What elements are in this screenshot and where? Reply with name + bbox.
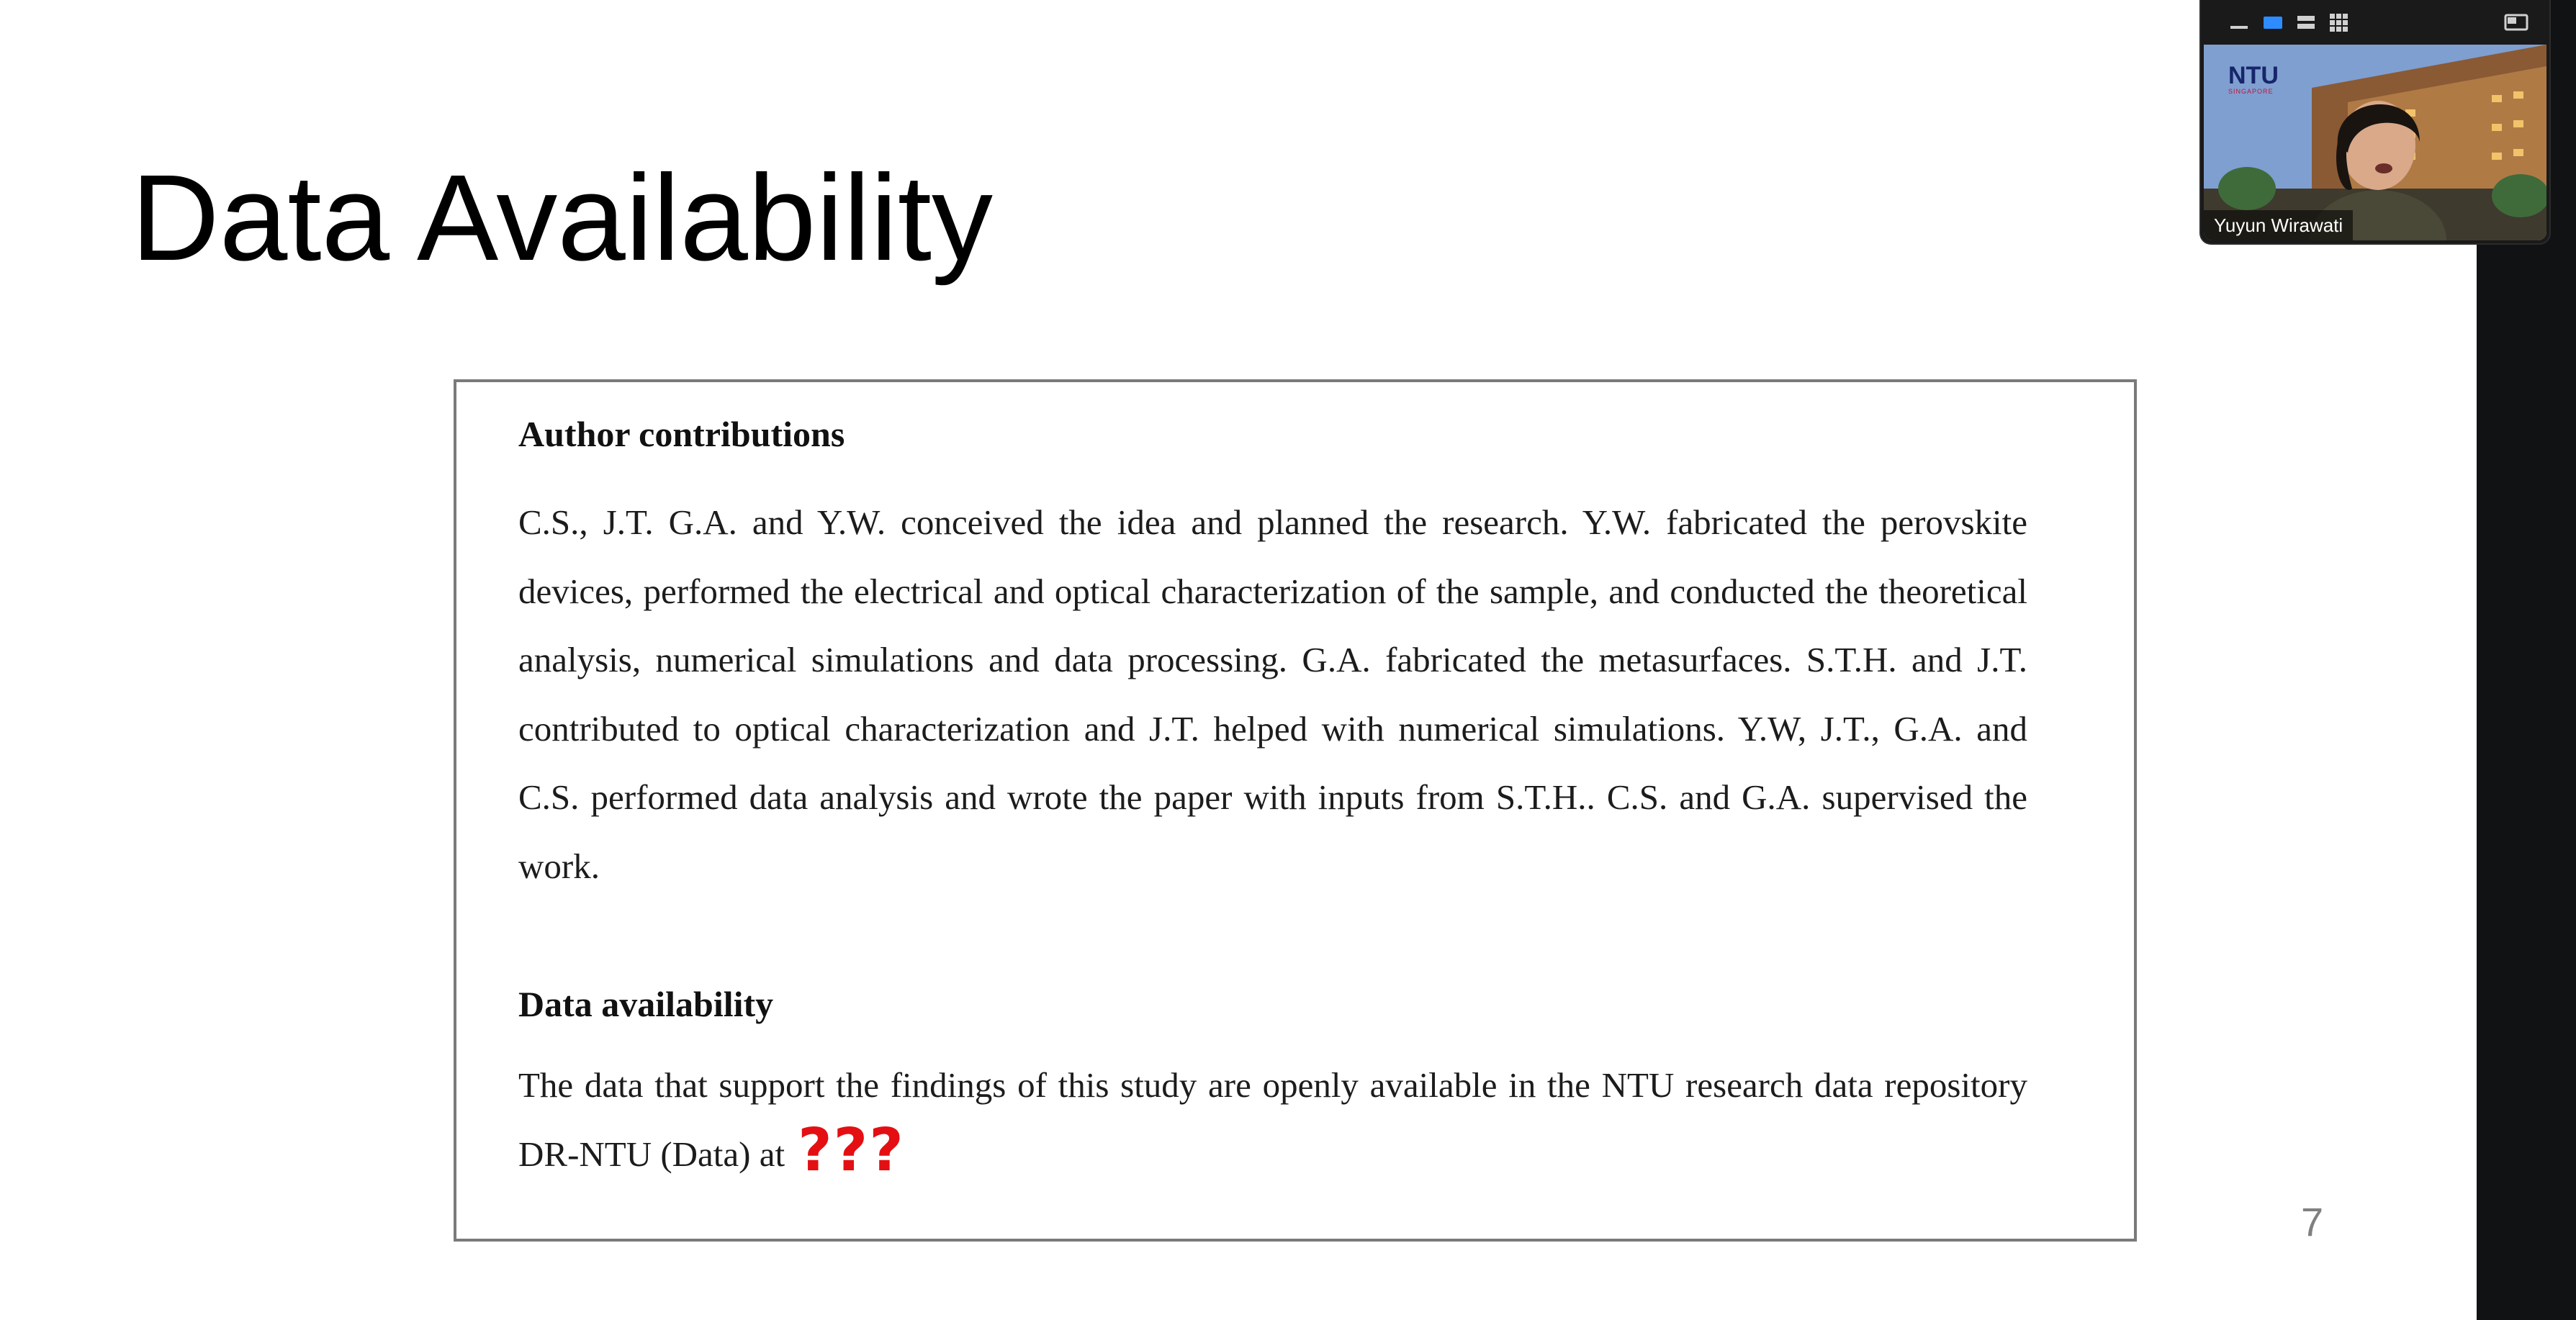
data-availability-paragraph <box>518 1051 2027 1188</box>
data-availability-text: The data that support the findings of this study are openly available in the NTU research data repository DR-NTU (Data) at <box>518 1065 2027 1174</box>
participant-video[interactable] <box>2204 45 2546 240</box>
exit-fullscreen-icon[interactable] <box>2503 12 2529 33</box>
paper-excerpt <box>454 379 2137 1242</box>
ntu-logo: NTU <box>2228 62 2279 89</box>
slide-title: Data Availability <box>131 150 993 286</box>
ntu-logo-subtext: SINGAPORE <box>2228 88 2274 95</box>
author-contributions-heading: Author contributions <box>518 414 845 454</box>
minimize-icon[interactable] <box>2228 12 2250 33</box>
page-number: 7 <box>2301 1199 2324 1244</box>
gallery-view-icon[interactable] <box>2328 12 2351 33</box>
list-view-icon[interactable] <box>2294 12 2318 33</box>
question-marks: ??? <box>798 1116 905 1185</box>
data-availability-heading: Data availability <box>518 984 774 1024</box>
speaker-view-icon[interactable] <box>2261 12 2284 33</box>
video-toolbar <box>2201 0 2549 45</box>
author-contributions-text: C.S., J.T. G.A. and Y.W. conceived the idea and planned the research. Y.W. fabricated the perovskite devices, performed the electrical and optical characterization of the sample, and conducted the theoretical analysis, numerical simulations and data processing. G.A. fabricated the metasurfaces. S.T.H. and J.T. contributed to optical characterization and J.T. helped with numerical simulations. Y.W, J.T., G.A. and C.S. performed data analysis and wrote the paper with inputs from S.T.H.. C.S. and G.A. supervised the work. <box>518 502 2027 886</box>
participant-name-tag: Yuyun Wirawati <box>2204 210 2353 240</box>
video-panel[interactable] <box>2201 0 2549 243</box>
